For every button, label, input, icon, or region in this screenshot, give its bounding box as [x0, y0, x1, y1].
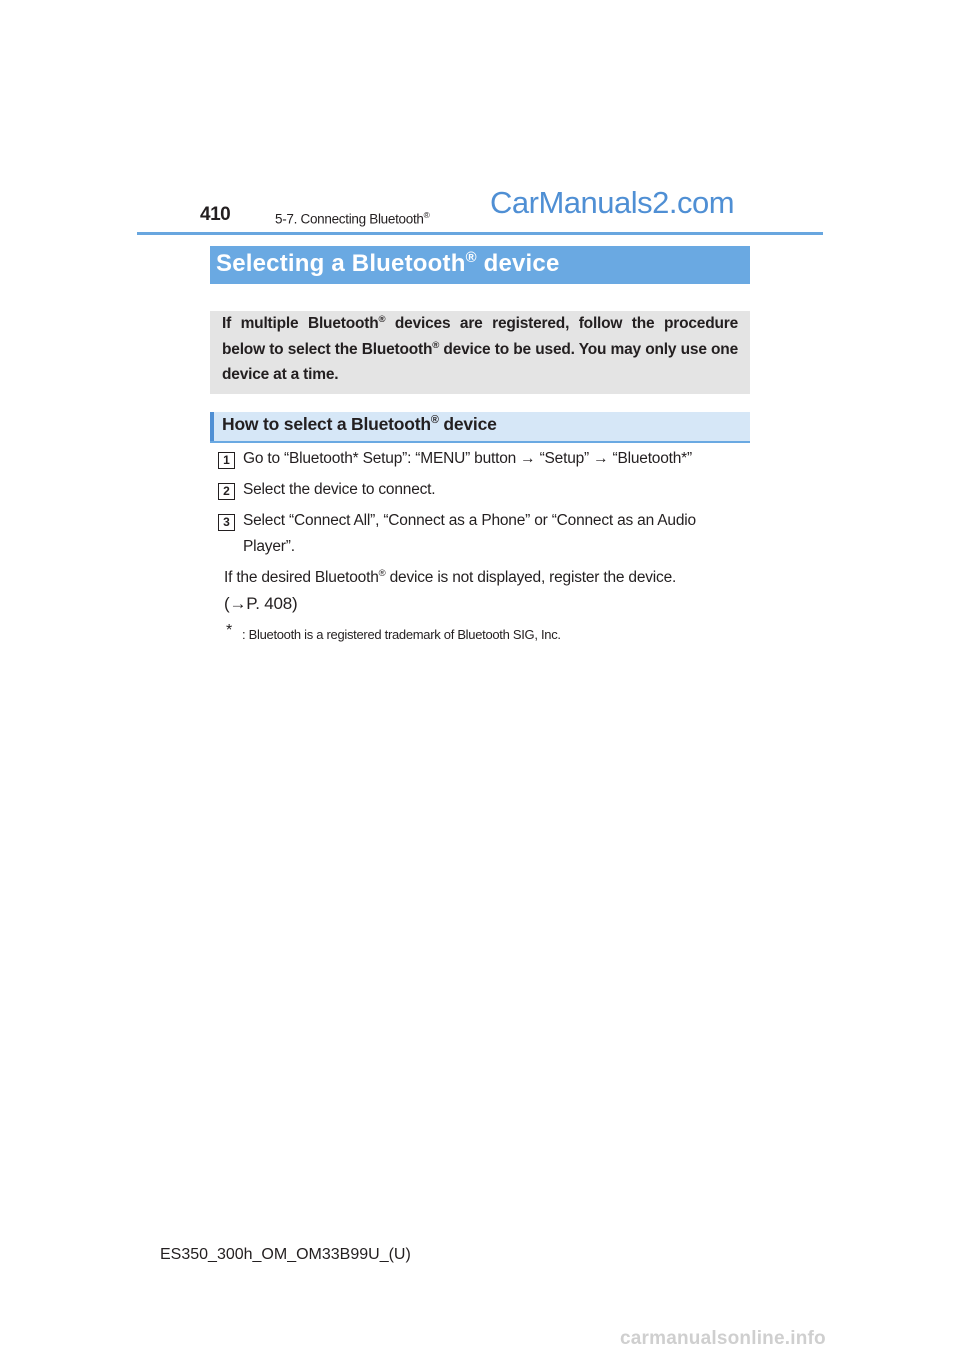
step-number-1: 1	[218, 452, 235, 469]
running-header	[275, 210, 429, 227]
registered-mark: ®	[378, 314, 386, 325]
subsection-accent	[210, 412, 214, 442]
note-text	[224, 568, 676, 587]
step-2-text: Select the device to connect.	[243, 481, 436, 498]
intro-line-2a: below to select the Bluetooth	[222, 341, 433, 359]
subsection-underline	[210, 441, 750, 443]
step-1-text: Go to “Bluetooth* Setup”: “MENU” button → “Setup” → “Bluetooth*”	[243, 450, 692, 467]
intro-line-2	[222, 340, 738, 359]
page-reference-link[interactable]: (→P. 408)	[224, 594, 298, 613]
subsection-title-text: How to select a Bluetooth	[222, 414, 431, 434]
footer-document-code: ES350_300h_OM_OM33B99U_(U)	[160, 1246, 411, 1263]
step-3-text-line-1: Select “Connect All”, “Connect as a Phone” or “Connect as an Audio	[243, 512, 696, 529]
intro-line-2b: device to be used. You may only use one	[439, 341, 738, 359]
registered-mark: ®	[430, 414, 439, 427]
page-number: 410	[200, 204, 231, 225]
registered-mark: ®	[378, 568, 386, 579]
note-text-a: If the desired Bluetooth	[224, 569, 379, 587]
intro-line-1a: If multiple Bluetooth	[222, 315, 379, 333]
registered-mark: ®	[423, 210, 430, 220]
subsection-title-suffix: device	[438, 414, 497, 434]
step-number-3: 3	[218, 514, 235, 531]
note-text-b: device is not displayed, register the device.	[385, 569, 677, 587]
section-title-suffix: device	[476, 250, 560, 277]
watermark-logo: CarManuals2.com	[490, 185, 735, 220]
header-rule	[137, 232, 823, 235]
subsection-title	[222, 414, 497, 435]
step-3-text-line-2: Player”.	[243, 538, 295, 555]
footnote-mark: *	[226, 622, 233, 639]
intro-line-1b: devices are registered, follow the procedure	[385, 315, 738, 333]
step-number-2: 2	[218, 483, 235, 500]
intro-line-3: device at a time.	[222, 366, 339, 383]
section-title	[216, 250, 560, 278]
section-title-text: Selecting a Bluetooth	[216, 250, 466, 277]
bottom-watermark: carmanualsonline.info	[620, 1328, 826, 1349]
registered-mark: ®	[432, 340, 440, 351]
registered-mark: ®	[465, 250, 477, 266]
footnote-text: : Bluetooth is a registered trademark of Bluetooth SIG, Inc.	[242, 627, 561, 642]
intro-line-1	[222, 314, 738, 333]
running-header-text: 5-7. Connecting Bluetooth	[275, 211, 424, 227]
